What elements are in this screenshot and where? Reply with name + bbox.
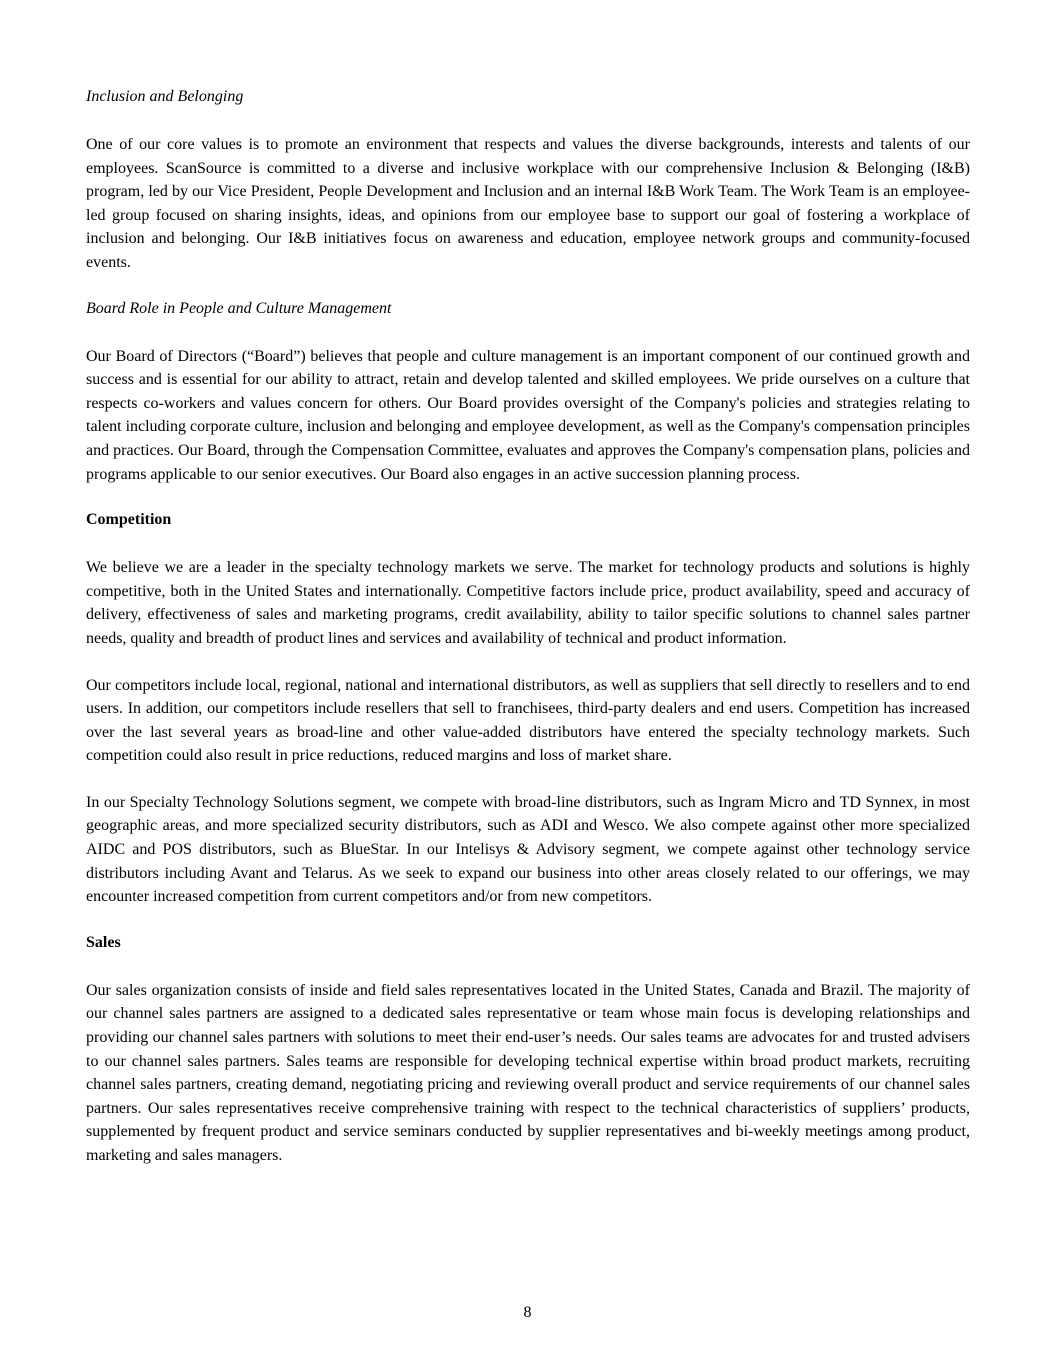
paragraph-segment-competition: In our Specialty Technology Solutions segment, we compete with broad-line distributors, such as Ingram Micro and TD Synnex, in most geographic areas, and more specialized security distributors, such as ADI and Wesco. We also compete against other more specialized AIDC and POS distributors, such as BlueStar. In our Intelisys & Advisory segment, we compete against other technology service distributors including Avant and Telarus. As we seek to expand our business into other areas closely related to our offerings, we may encounter increased competition from current competitors and/or from new competitors.	[86, 793, 970, 906]
paragraph-board-role: Our Board of Directors (“Board”) believes that people and culture management is an important component of our continued growth and success and is essential for our ability to attract, retain and develop talented and skilled employees. We pride ourselves on a culture that respects co-workers and values concern for others. Our Board provides oversight of the Company's policies and strategies relating to talent including corporate culture, inclusion and belonging and employee development, as well as the Company's compensation principles and practices. Our Board, through the Compensation Committee, evaluates and approves the Company's compensation plans, policies and programs applicable to our senior executives. Our Board also engages in an active succession planning process.	[86, 347, 970, 483]
section-heading-competition: Competition	[86, 511, 172, 529]
paragraph-competitors: Our competitors include local, regional, national and international distributors, as well as suppliers that sell directly to resellers and to end users. In addition, our competitors include resellers that sell to franchisees, third-party dealers and end users. Competition has increased over the last several years as broad-line and other value-added distributors have entered the specialty technology markets. Such competition could also result in price reductions, reduced margins and loss of market share.	[86, 676, 970, 765]
section-heading-board-role: Board Role in People and Culture Management	[86, 299, 392, 317]
paragraph-inclusion-and-belonging: One of our core values is to promote an environment that respects and values the diverse backgrounds, interests and talents of our employees. ScanSource is committed to a diverse and inclusive workplace with our comprehensive Inclusion & Belonging (I&B) program, led by our Vice President, People Development and Inclusion and an internal I&B Work Team. The Work Team is an employee-led group focused on sharing insights, ideas, and opinions from our employee base to support our goal of fostering a workplace of inclusion and belonging. Our I&B initiatives focus on awareness and education, employee network groups and community-focused events.	[86, 136, 970, 271]
paragraph-competition-overview: We believe we are a leader in the specialty technology markets we serve. The market for technology products and solutions is highly competitive, both in the United States and internationally. Competitive factors include price, product availability, speed and accuracy of delivery, effectiveness of sales and marketing programs, credit availability, ability to tailor specific solutions to channel sales partner needs, quality and breadth of product lines and services and availability of technical and product information.	[86, 559, 970, 647]
page-number: 8	[523, 1304, 532, 1321]
section-heading-inclusion-and-belonging: Inclusion and Belonging	[86, 88, 244, 105]
document-page	[86, 86, 970, 1191]
paragraph-sales-organization: Our sales organization consists of inside and field sales representatives located in the United States, Canada and Brazil. The majority of our channel sales partners are assigned to a dedicated sales representative or team whose main focus is developing relationships and providing our channel sales partners with solutions to meet their end-user’s needs. Our sales teams are advocates for and trusted advisers to our channel sales partners. Sales teams are responsible for developing technical expertise within broad product markets, recruiting channel sales partners, creating demand, negotiating pricing and reviewing overall product and service requirements of our channel sales partners. Our sales representatives receive comprehensive training with respect to the technical characteristics of suppliers’ products, supplemented by frequent product and service seminars conducted by supplier representatives and bi-weekly meetings among product, marketing and sales managers.	[86, 981, 970, 1164]
section-heading-sales: Sales	[86, 933, 121, 951]
